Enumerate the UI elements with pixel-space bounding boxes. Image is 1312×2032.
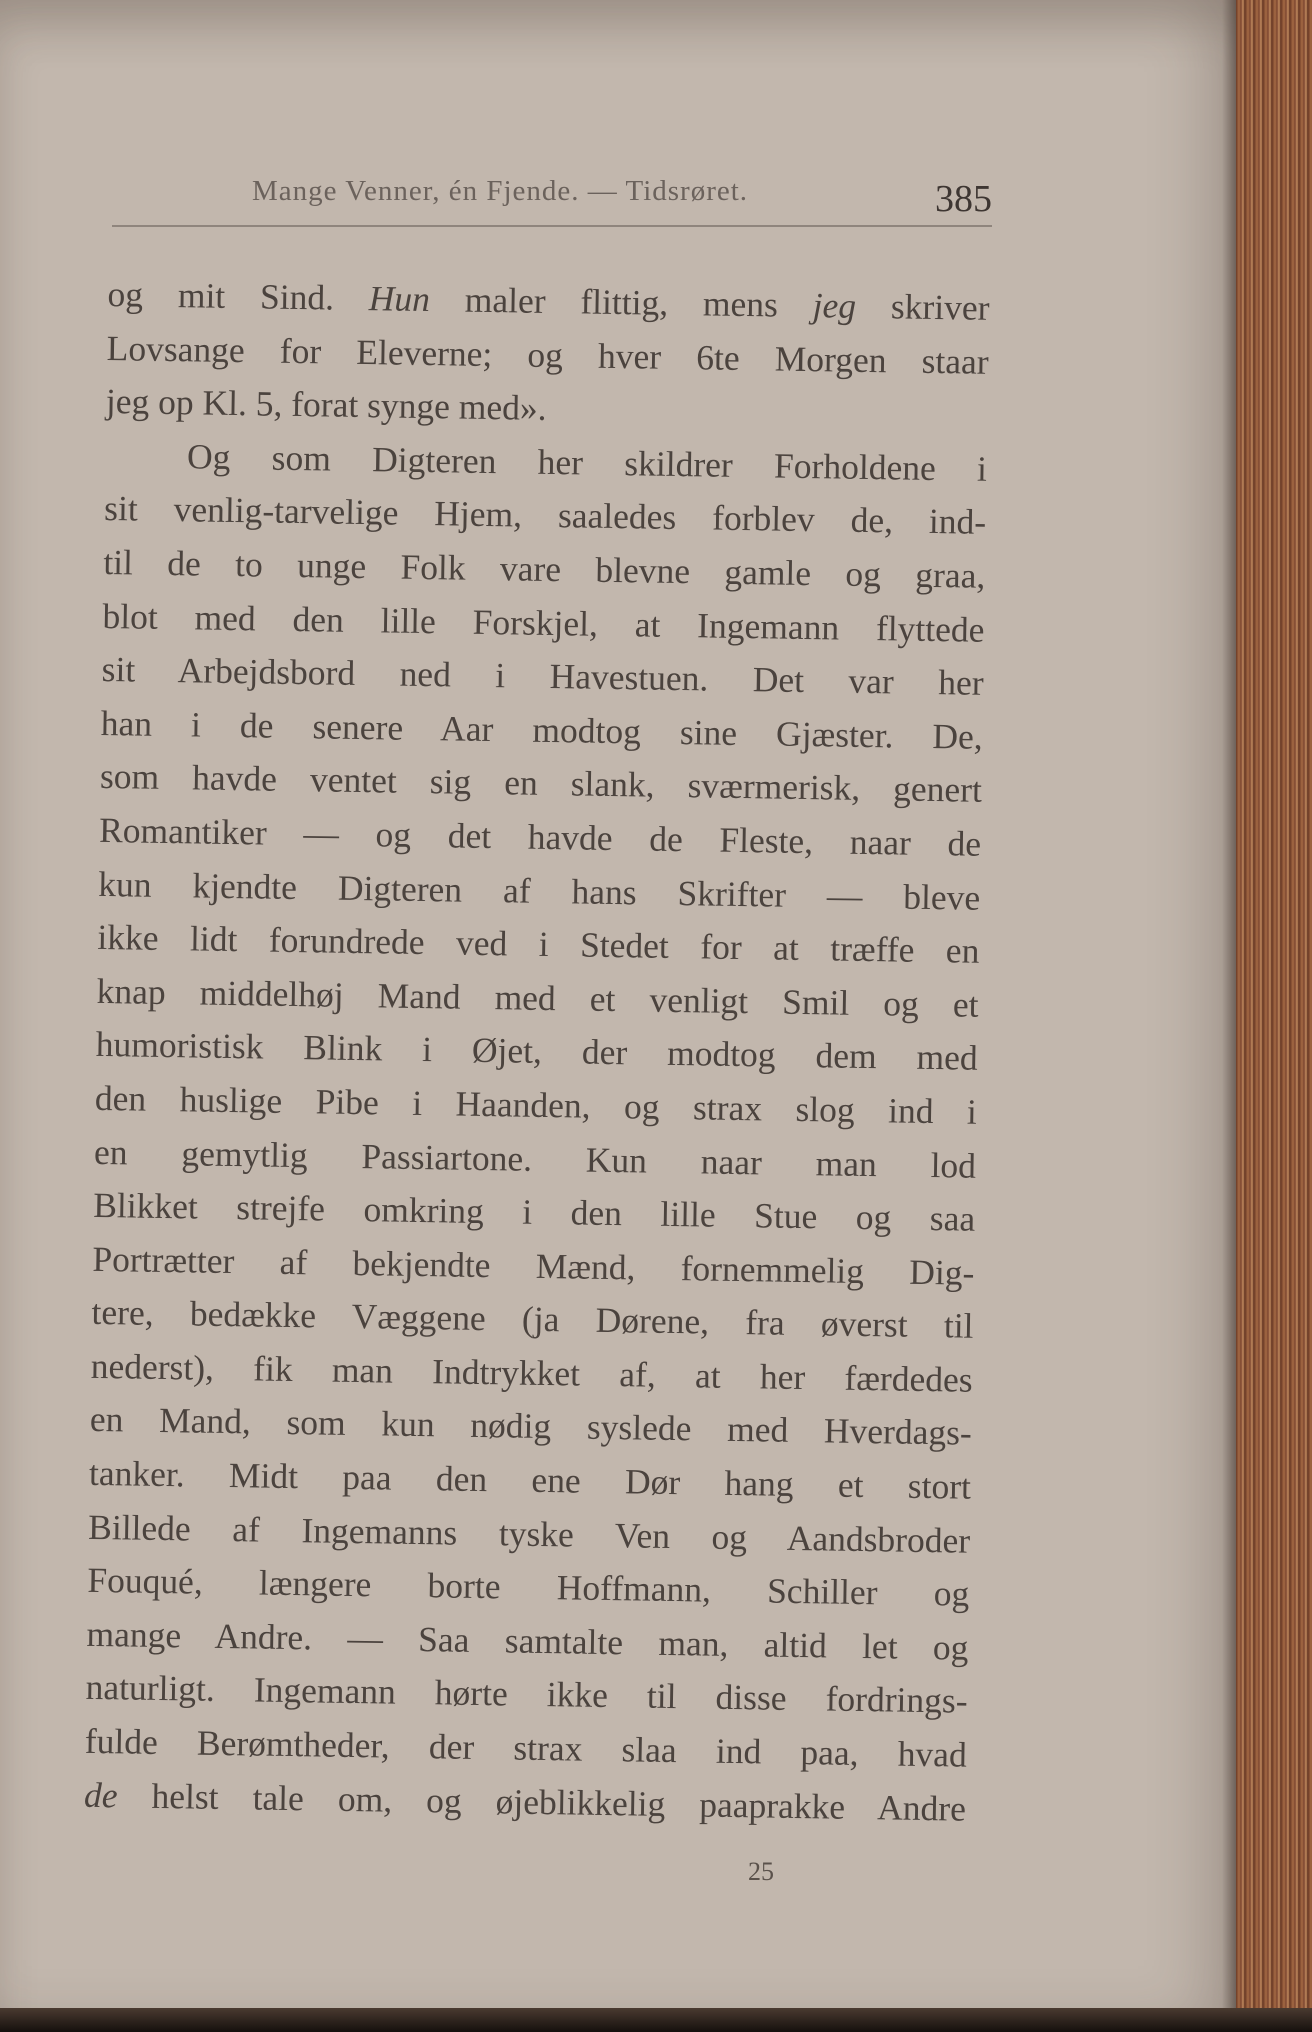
emphasis: Hun [368, 278, 431, 320]
bottom-edge [0, 2008, 1312, 2032]
text-line: Og som Digteren her skildrer Forholdene i [186, 436, 988, 489]
text-line: Portrætter af bekjendte Mænd, fornemmelig Dig- [92, 1238, 975, 1293]
text-line: nederst), fik man Indtrykket af, at her færdedes [90, 1345, 973, 1400]
header-rule [112, 225, 992, 227]
emphasis: de [83, 1774, 118, 1815]
text-line: en gemytlig Passiartone. Kun naar man lod [93, 1131, 977, 1186]
text-line: Lovsange for Eleverne; og hver 6te Morgen staar [106, 327, 989, 382]
text-line: som havde ventet sig en slank, sværmerisk, genert [99, 756, 983, 811]
text-line: Fouqué, længere borte Hoffmann, Schiller og [87, 1560, 970, 1614]
text-line: tanker. Midt paa den ene Dør hang et stort [88, 1452, 972, 1507]
text-line: og mit Sind. Hun maler flittig, mens jeg skriver [107, 273, 990, 328]
body-text [84, 268, 990, 1836]
text-line: fulde Berømtheder, der strax slaa ind paa, hvad [84, 1720, 968, 1775]
running-head-title: Mange Venner, én Fjende. — Tidsrøret. [252, 175, 749, 207]
text-line: den huslige Pibe i Haanden, og strax slog ind i [94, 1077, 978, 1132]
text-line: til de to unge Folk vare blevne gamle og graa, [103, 541, 986, 596]
text-line: Billede af Ingemanns tyske Ven og Aandsbroder [87, 1506, 971, 1561]
text-line: naturligt. Ingemann hørte ikke til disse fordrings- [85, 1667, 968, 1722]
text-line: sit Arbejdsbord ned i Havestuen. Det var her [101, 649, 984, 703]
text-line: han i de senere Aar modtog sine Gjæster. De, [100, 702, 984, 757]
text-line: tere, bedække Væggene (ja Dørene, fra øverst til [91, 1292, 974, 1347]
book-page-edges [1236, 0, 1312, 2032]
text-line: sit venlig-tarvelige Hjem, saaledes forblev de, ind- [103, 488, 987, 543]
text-line: Blikket strejfe omkring i den lille Stue og saa [92, 1184, 976, 1239]
text-line: Romantiker — og det havde de Fleste, naar de [98, 809, 982, 864]
text-line: humoristisk Blink i Øjet, der modtog dem med [95, 1024, 979, 1079]
page-number: 385 [935, 178, 992, 220]
text-line: ikke lidt forundrede ved i Stedet for at træffe en [97, 917, 980, 971]
text-line: en Mand, som kun nødig syslede med Hverdags- [89, 1399, 973, 1454]
text-line: kun kjendte Digteren af hans Skrifter — bleve [98, 863, 981, 918]
running-head [112, 165, 992, 225]
text-line: blot med den lille Forskjel, at Ingemann flyttede [102, 595, 985, 650]
text-line: knap middelhøj Mand med et venligt Smil og et [96, 970, 979, 1025]
text-line: jeg op Kl. 5, forat synge med». [105, 381, 547, 429]
emphasis: jeg [812, 285, 857, 326]
signature-mark: 25 [748, 1857, 774, 1886]
text-line: de helst tale om, og øjeblikkelig paaprakke Andre [83, 1774, 967, 1829]
text-line: mange Andre. — Saa samtalte man, altid let og [86, 1613, 969, 1668]
